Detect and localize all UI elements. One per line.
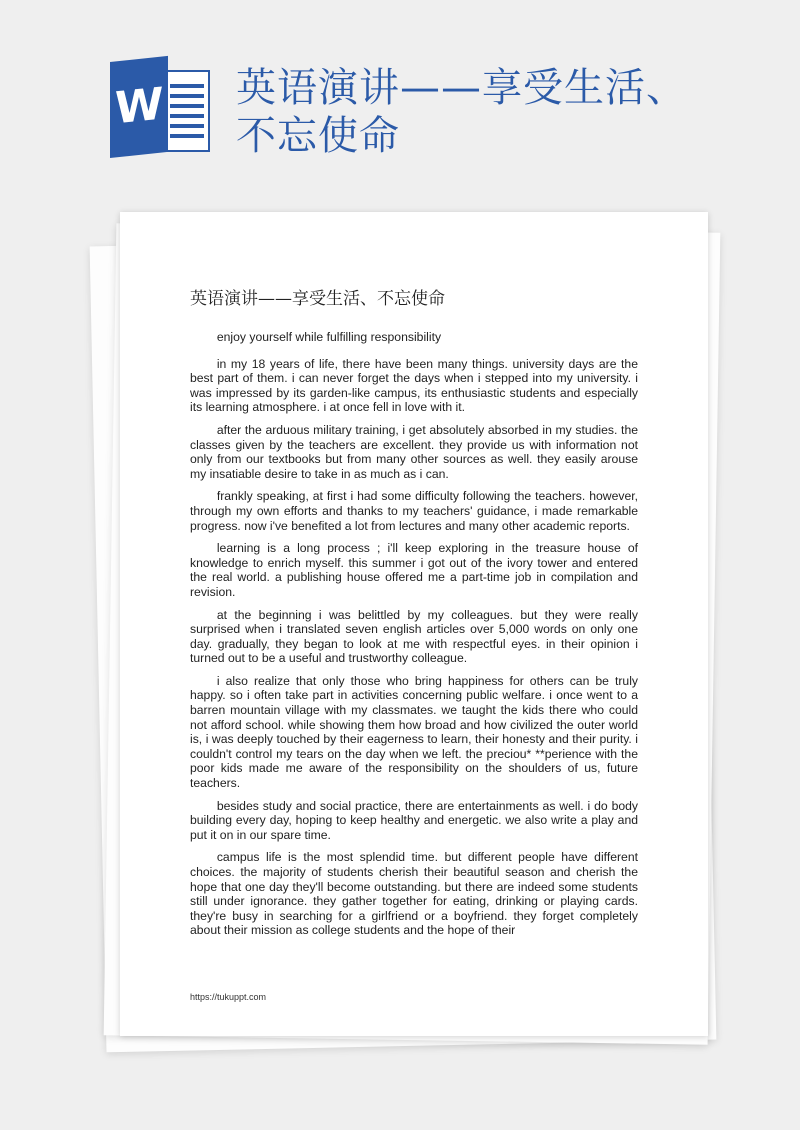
document-title: 英语演讲——享受生活、不忘使命 — [190, 289, 445, 309]
paragraph: in my 18 years of life, there have been many things. university days are the best part of them. i can never forget the days when i stepped into my university. i was impressed by its garden-like campus, its enthusiastic students and especially its learning atmosphere. i at once fell in love with it. — [190, 356, 638, 415]
page-title: 英语演讲——享受生活、不忘使命 — [236, 65, 687, 159]
header — [0, 0, 800, 200]
document-page — [120, 212, 708, 1036]
paragraph: besides study and social practice, there are entertainments as well. i do body building every day, hoping to keep healthy and energetic. we also write a play and put it on in our spare time. — [190, 798, 638, 842]
paragraph: at the beginning i was belittled by my colleagues. but they were really surprised when i translated seven english articles over 5,000 words on only one day. gradually, they began to look at me with respectful eyes. in their opinion i turned out to be a useful and trustworthy colleague. — [190, 607, 638, 666]
paragraph: after the arduous military training, i get absolutely absorbed in my studies. the classes given by the teachers are excellent. they provide us with information not only from our textbooks but from many other sources as well. they easily arouse my insatiable desire to take in as much as i can. — [190, 422, 638, 481]
paragraph: frankly speaking, at first i had some difficulty following the teachers. however, through my own efforts and thanks to my teachers' guidance, i made remarkable progress. now i've benefited a lot from lectures and many other academic reports. — [190, 489, 638, 533]
paragraph: campus life is the most splendid time. but different people have different choices. the majority of students cherish their beautiful season and cherish the hope that one day they'll become outstanding. but there are indeed some students still under ignorance. they gather together for eating, drinking or playing cards. they're busy in searching for a girlfriend or a boyfriend. they forget completely about their mission as college students and the hope of their — [190, 850, 638, 938]
document-subtitle: enjoy yourself while fulfilling responsibility — [216, 330, 442, 344]
paragraph: i also realize that only those who bring happiness for others can be truly happy. so i often take part in activities concerning public welfare. i once went to a barren mountain village with my classmates. we taught the kids there who could not afford school. while showing them how broad and how civilized the outer world is, i was deeply touched by their eagerness to learn, their honesty and their purity. i couldn't control my tears on the day when we left. the preciou* **perience with the poor kids made me aware of the responsibility on the shoulders of us, future teachers. — [190, 673, 638, 791]
word-document-icon — [110, 62, 214, 158]
paragraph: learning is a long process ; i'll keep exploring in the treasure house of knowledge to enrich myself. this summer i got out of the ivory tower and entered the real world. a publishing house offered me a part-time job in compilation and revision. — [190, 541, 638, 599]
footer-url: https://tukuppt.com — [190, 992, 267, 1002]
document-body — [190, 330, 638, 946]
word-letter-icon: W — [110, 56, 168, 158]
